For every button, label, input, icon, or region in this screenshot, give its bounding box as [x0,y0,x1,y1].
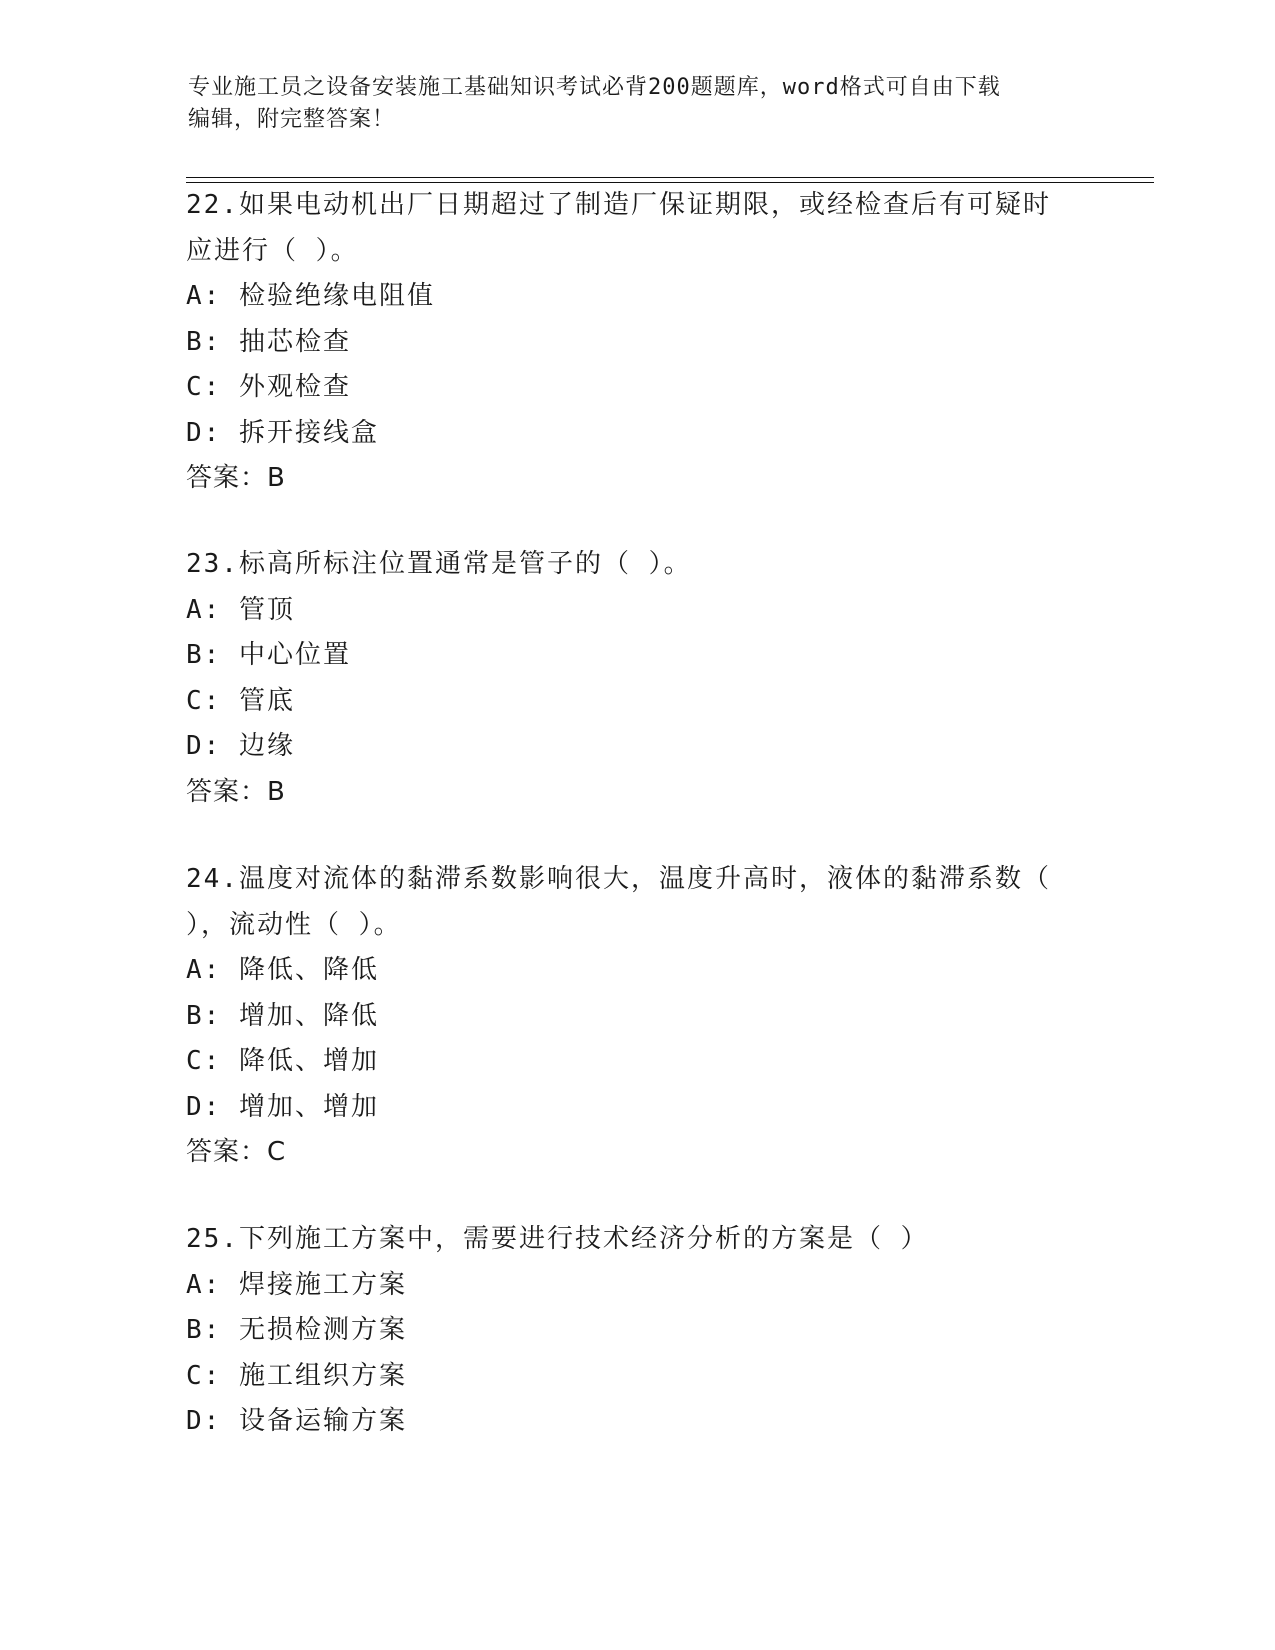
option-a: A: 管顶 [186,594,295,625]
option-c: C: 外观检查 [186,372,351,402]
answer-label: 答案：B [186,776,286,807]
option-a: A: 检验绝缘电阻值 [186,281,435,311]
option-c: C: 管底 [186,685,295,716]
question-stem-line-1: 25.下列施工方案中，需要进行技术经济分析的方案是（ ） [186,1224,929,1254]
question-stem-line-1: 22.如果电动机出厂日期超过了制造厂保证期限，或经检查后有可疑时 [186,190,1051,220]
option-b: B: 增加、降低 [186,1000,379,1031]
question-stem-line-1: 24.温度对流体的黏滞系数影响很大，温度升高时，液体的黏滞系数（ [186,864,1051,894]
header-line-1: 专业施工员之设备安装施工基础知识考试必背200题题库，word格式可自由下载 [188,75,1001,100]
header-divider-top [186,177,1154,178]
question-23 [186,542,1086,815]
document-header [188,72,1088,136]
option-c: C: 降低、增加 [186,1046,379,1076]
question-stem-line-2: 应进行（ ）。 [186,235,359,266]
option-d: D: 增加、增加 [186,1091,379,1122]
option-b: B: 中心位置 [186,640,351,670]
option-d: D: 拆开接线盒 [186,417,379,448]
option-d: D: 设备运输方案 [186,1406,407,1436]
question-25 [186,1217,1086,1445]
header-line-2: 编辑，附完整答案！ [188,107,396,132]
option-d: D: 边缘 [186,731,295,761]
question-stem-line-2: ），流动性（ ）。 [186,909,402,940]
option-c: C: 施工组织方案 [186,1360,407,1391]
option-a: A: 焊接施工方案 [186,1269,407,1300]
answer-label: 答案：C [186,1137,287,1167]
question-24 [186,857,1086,1176]
question-22 [186,183,1086,502]
option-a: A: 降低、降低 [186,955,379,985]
option-b: B: 无损检测方案 [186,1315,407,1345]
question-stem-line-1: 23.标高所标注位置通常是管子的（ ）。 [186,549,692,579]
option-b: B: 抽芯检查 [186,326,351,357]
answer-label: 答案：B [186,463,286,493]
